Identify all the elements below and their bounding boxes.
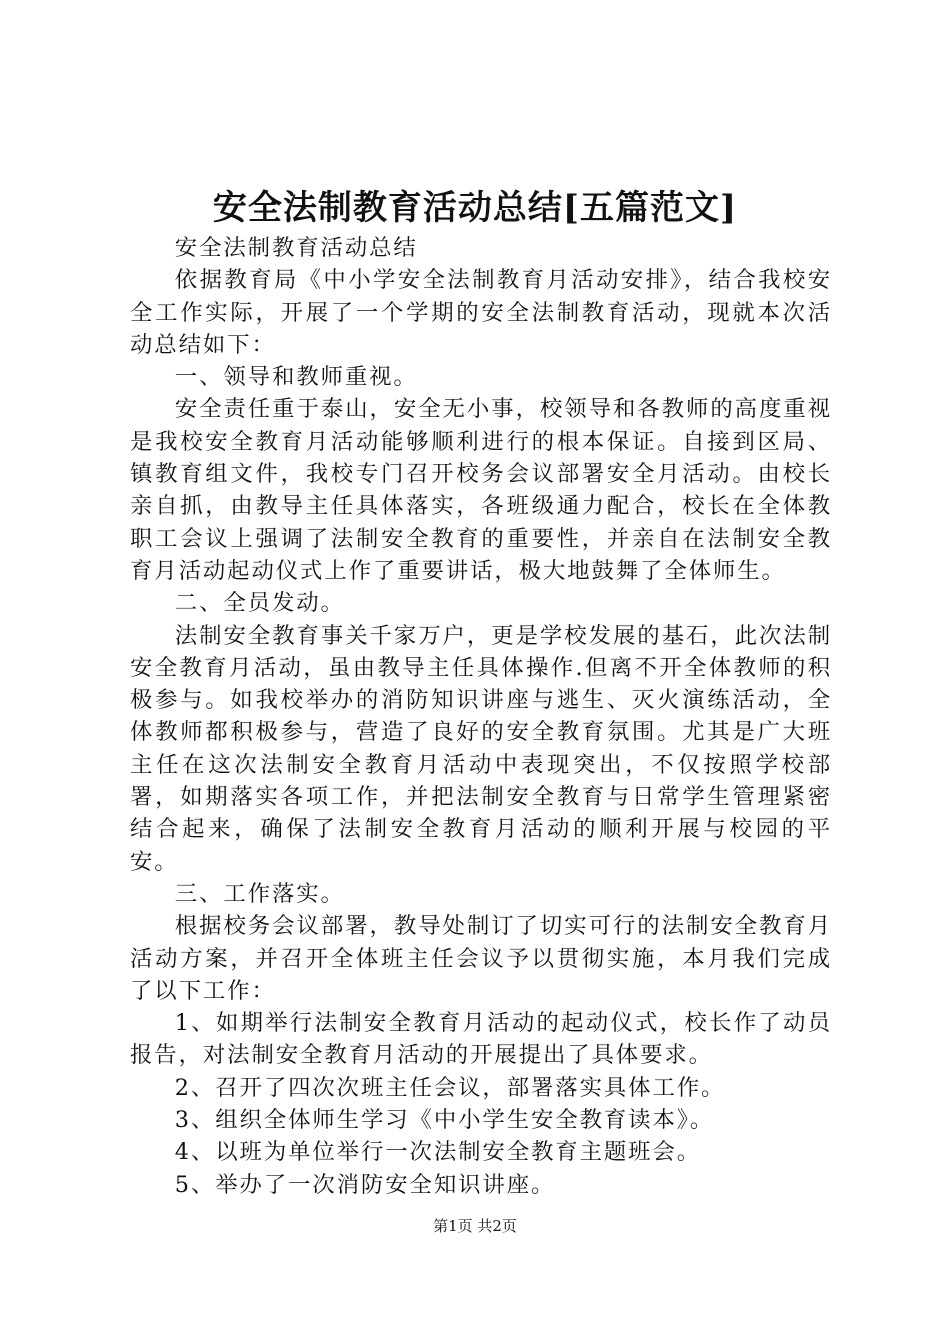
list-item-1: 1、如期举行法制安全教育月活动的起动仪式，校长作了动员报告，对法制安全教育月活动的开展提出了具体要求。 [130, 1010, 832, 1069]
document-title: 安全法制教育活动总结[五篇范文] [212, 188, 738, 228]
paragraph-intro: 依据教育局《中小学安全法制教育月活动安排》，结合我校安全工作实际，开展了一个学期的安全法制教育活动，现就本次活动总结如下： [130, 267, 832, 358]
list-item-3: 3、组织全体师生学习《中小学生安全教育读本》。 [174, 1107, 715, 1134]
paragraph-section-1: 安全责任重于泰山，安全无小事，校领导和各教师的高度重视是我校安全教育月活动能够顺利进行的根本保证。自接到区局、镇教育组文件，我校专门召开校务会议部署安全月活动。由校长亲自抓，由教导主任具体落实，各班级通力配合，校长在全体教职工会议上强调了法制安全教育的重要性，并亲自在法制安全教育月活动起动仪式上作了重要讲话，极大地鼓舞了全体师生。 [130, 396, 832, 584]
list-item-2: 2、召开了四次次班主任会议，部署落实具体工作。 [174, 1074, 726, 1101]
section-heading-1: 一、领导和教师重视。 [174, 364, 418, 391]
paragraph-section-2: 法制安全教育事关千家万户，更是学校发展的基石，此次法制安全教育月活动，虽由教导主任具体操作.但离不开全体教师的积极参与。如我校举办的消防知识讲座与逃生、灭火演练活动，全体教师都积极参与，营造了良好的安全教育氛围。尤其是广大班主任在这次法制安全教育月活动中表现突出，不仅按照学校部署，如期落实各项工作，并把法制安全教育与日常学生管理紧密结合起来，确保了法制安全教育月活动的顺利开展与校园的平安。 [130, 622, 832, 875]
page-footer: 第1页 共2页 [433, 1217, 517, 1235]
list-item-4: 4、以班为单位举行一次法制安全教育主题班会。 [174, 1139, 702, 1166]
document-body [130, 232, 832, 1201]
section-heading-3: 三、工作落实。 [174, 880, 345, 907]
paragraph-subtitle: 安全法制教育活动总结 [174, 235, 418, 261]
list-item-5: 5、举办了一次消防安全知识讲座。 [174, 1171, 556, 1198]
paragraph-section-3: 根据校务会议部署，教导处制订了切实可行的法制安全教育月活动方案，并召开全体班主任会议予以贯彻实施，本月我们完成了以下工作： [130, 913, 832, 1004]
section-heading-2: 二、全员发动。 [174, 590, 345, 617]
